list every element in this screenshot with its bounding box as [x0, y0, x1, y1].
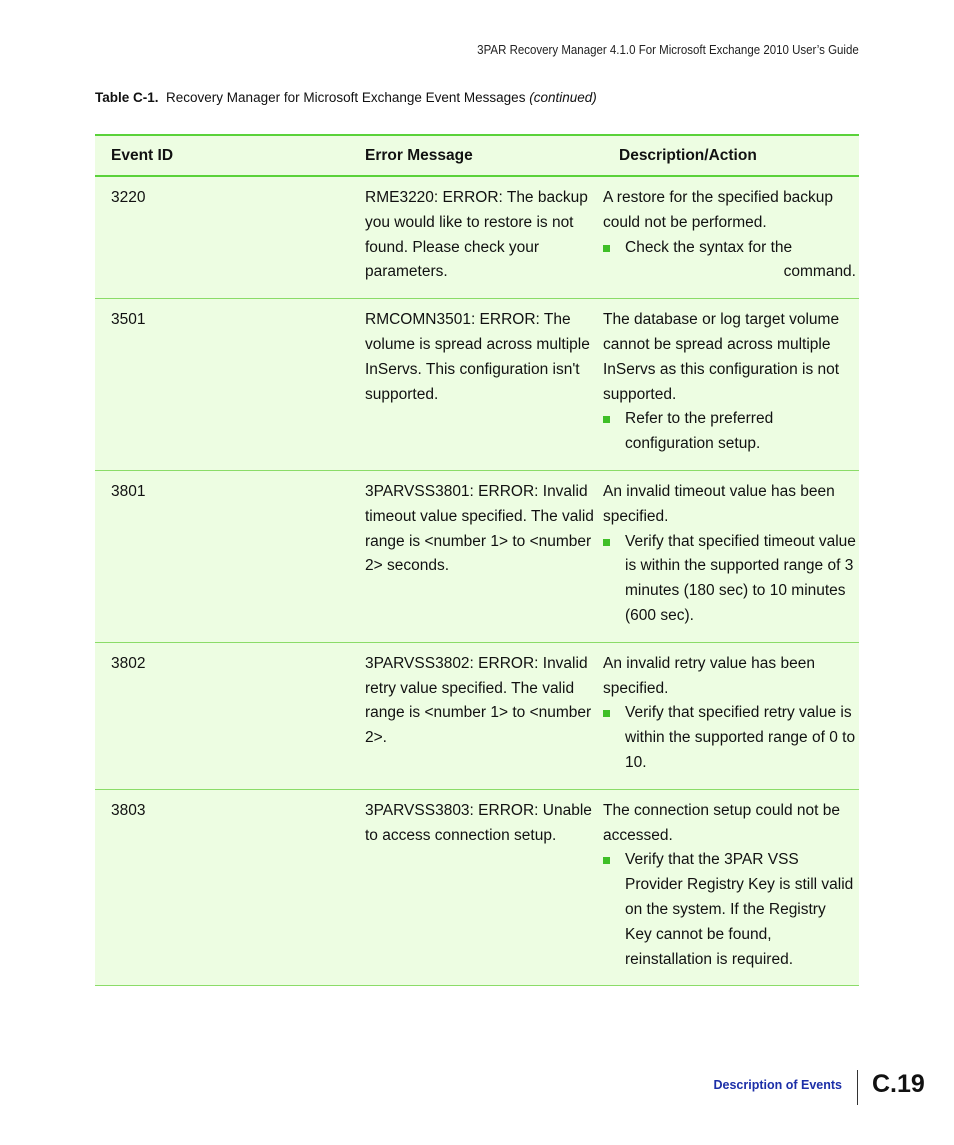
running-head: 3PAR Recovery Manager 4.1.0 For Microsoft Exchange 2010 User’s Guide [477, 43, 859, 57]
action-item [603, 236, 856, 286]
description-text: An invalid timeout value has been specified. [603, 482, 835, 525]
error-message-cell: 3PARVSS3802: ERROR: Invalid retry value specified. The valid range is <number 1> to <number 2>. [349, 642, 603, 789]
action-text: Verify that specified timeout value is within the supported range of 3 minutes (180 sec) to 10 minutes (600 sec). [625, 532, 856, 624]
description-text: The database or log target volume cannot be spread across multiple InServs as this configuration is not supported. [603, 311, 840, 403]
description-text: An invalid retry value has been specified. [603, 654, 815, 697]
event-messages-table [95, 134, 859, 986]
description-text: The connection setup could not be accessed. [603, 801, 840, 844]
header-description-action: Description/Action [603, 135, 859, 176]
header-event-id: Event ID [95, 135, 349, 176]
footer-divider [857, 1070, 858, 1105]
table-row [95, 176, 859, 299]
event-id-cell: 3220 [95, 176, 349, 299]
description-cell [603, 642, 859, 789]
description-cell [603, 789, 859, 986]
action-list [603, 530, 856, 629]
event-id-cell: 3802 [95, 642, 349, 789]
description-cell [603, 299, 859, 471]
error-message-cell: RME3220: ERROR: The backup you would like to restore is not found. Please check your parameters. [349, 176, 603, 299]
error-message-cell: 3PARVSS3803: ERROR: Unable to access connection setup. [349, 789, 603, 986]
square-bullet-icon [603, 416, 610, 423]
action-list [603, 407, 856, 457]
error-message-cell: 3PARVSS3801: ERROR: Invalid timeout value specified. The valid range is <number 1> to <number 2> seconds. [349, 470, 603, 642]
table-caption-suffix: (continued) [529, 90, 597, 105]
action-text: Refer to the preferred configuration setup. [625, 410, 774, 453]
action-list [603, 236, 856, 286]
action-list [603, 701, 856, 775]
action-text: Verify that specified retry value is within the supported range of 0 to 10. [625, 704, 856, 771]
action-item [603, 701, 856, 775]
header-error-message: Error Message [349, 135, 603, 176]
action-text-tail: command. [783, 263, 856, 281]
error-message-cell: RMCOMN3501: ERROR: The volume is spread across multiple InServs. This configuration isn't supported. [349, 299, 603, 471]
table-header-row [95, 135, 859, 176]
square-bullet-icon [603, 710, 610, 717]
square-bullet-icon [603, 857, 610, 864]
event-id-cell: 3801 [95, 470, 349, 642]
event-id-cell: 3803 [95, 789, 349, 986]
description-cell [603, 470, 859, 642]
table-row [95, 642, 859, 789]
table-row [95, 789, 859, 986]
description-text: A restore for the specified backup could not be performed. [603, 189, 834, 231]
table-caption [95, 90, 597, 105]
footer-section-title: Description of Events [713, 1078, 842, 1092]
action-item [603, 407, 856, 457]
action-item [603, 848, 856, 972]
action-list [603, 848, 856, 972]
table-caption-label: Table C-1. [95, 90, 159, 105]
description-cell [603, 176, 859, 299]
action-text: Check the syntax for the [625, 238, 793, 256]
action-item [603, 530, 856, 629]
page-number: C.19 [872, 1070, 925, 1098]
action-text: Verify that the 3PAR VSS Provider Registry Key is still valid on the system. If the Registry Key cannot be found, reinstallation is required. [625, 851, 854, 968]
table-row [95, 299, 859, 471]
square-bullet-icon [603, 539, 610, 546]
square-bullet-icon [603, 245, 610, 252]
table-caption-title: Recovery Manager for Microsoft Exchange Event Messages [166, 90, 526, 105]
table-row [95, 470, 859, 642]
event-id-cell: 3501 [95, 299, 349, 471]
